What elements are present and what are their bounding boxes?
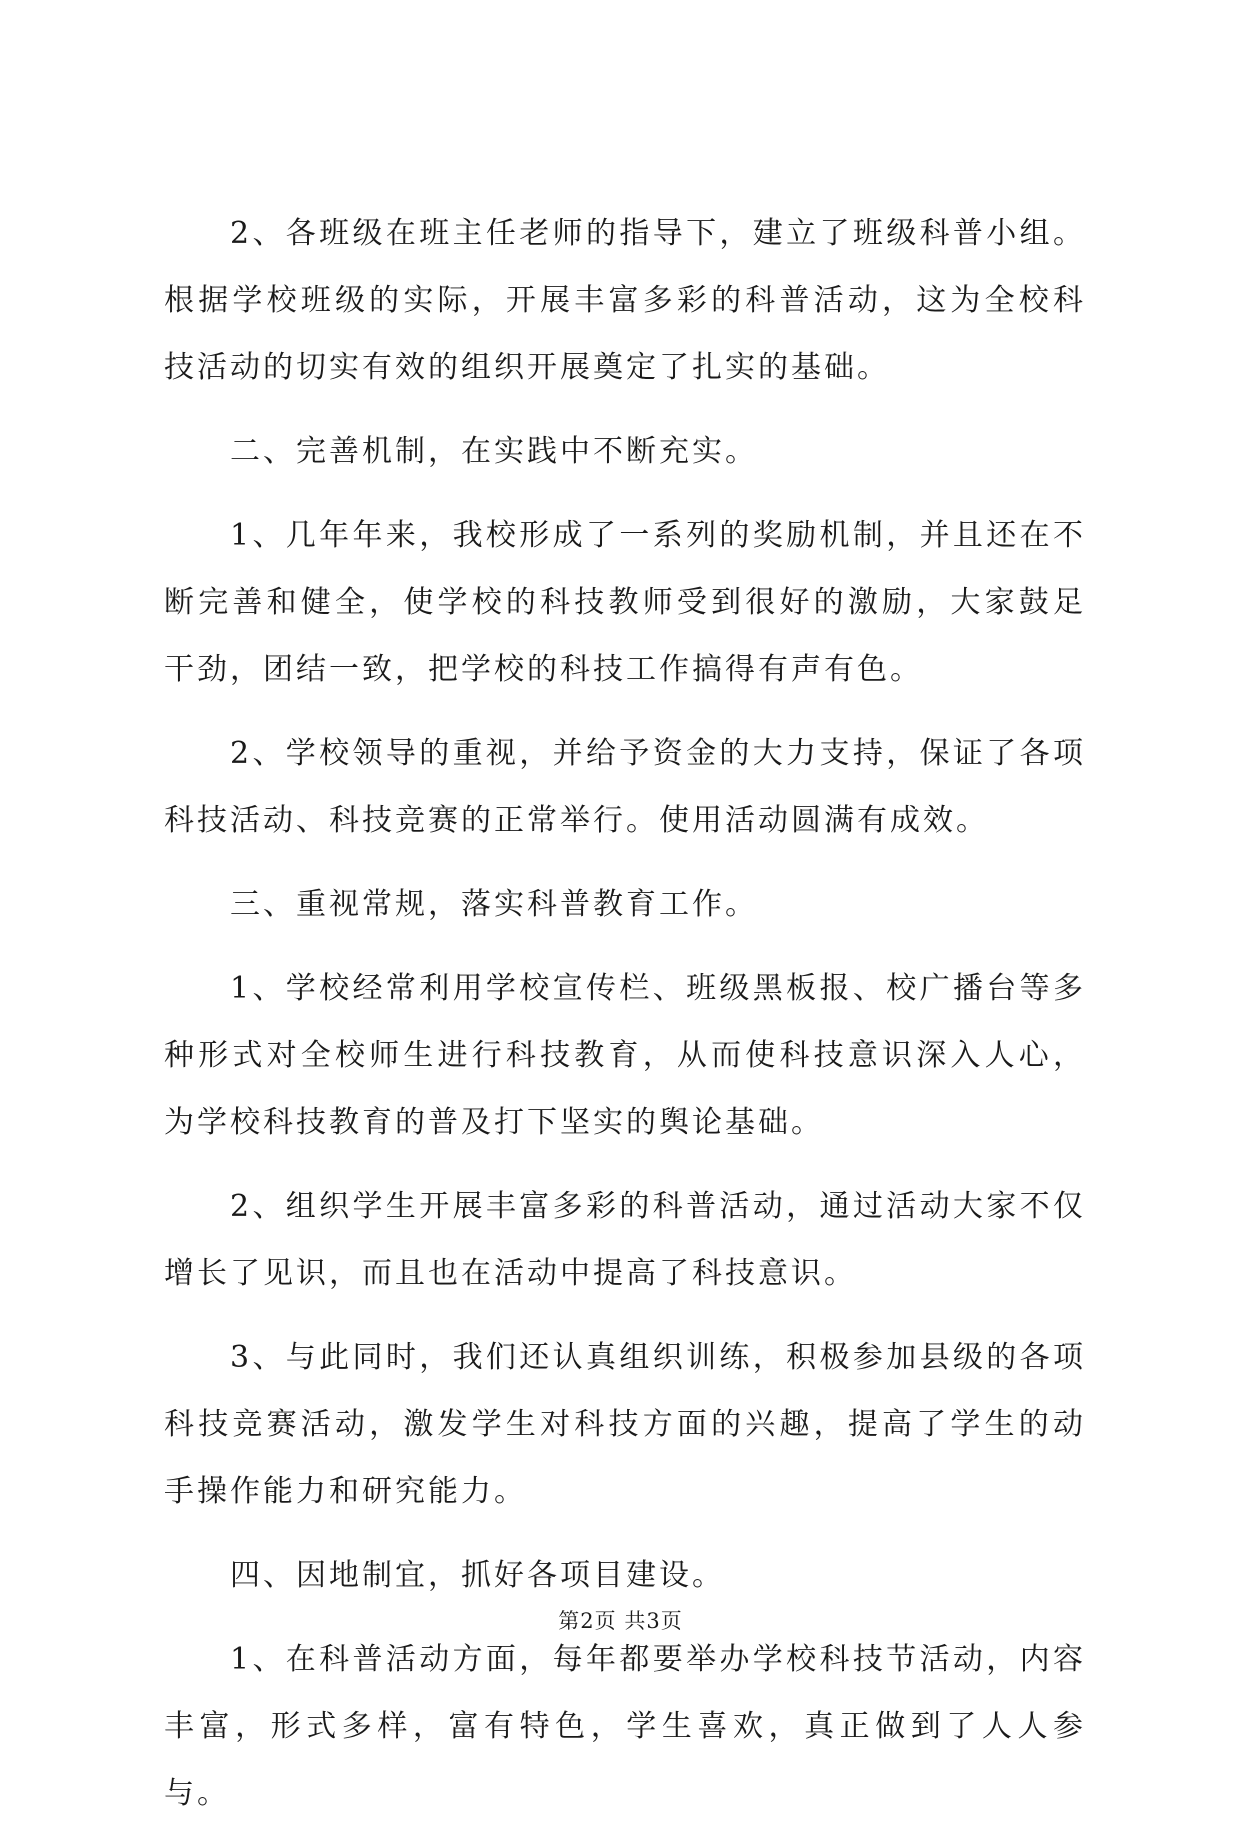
document-body [164,200,1086,1844]
section-heading: 三、重视常规，落实科普教育工作。 [230,887,758,922]
paragraph: 2、各班级在班主任老师的指导下，建立了班级科普小组。根据学校班级的实际，开展丰富多彩的科普活动，这为全校科技活动的切实有效的组织开展奠定了扎实的基础。 [164,216,1086,385]
paragraph: 1、几年年来，我校形成了一系列的奖励机制，并且还在不断完善和健全，使学校的科技教师受到很好的激励，大家鼓足干劲，团结一致，把学校的科技工作搞得有声有色。 [164,518,1086,687]
paragraph: 3、与此同时，我们还认真组织训练，积极参加县级的各项科技竞赛活动，激发学生对科技方面的兴趣，提高了学生的动手操作能力和研究能力。 [164,1340,1086,1509]
section-heading: 二、完善机制，在实践中不断充实。 [230,434,758,469]
paragraph: 1、学校经常利用学校宣传栏、班级黑板报、校广播台等多种形式对全校师生进行科技教育，从而使科技意识深入人心，为学校科技教育的普及打下坚实的舆论基础。 [164,971,1086,1140]
paragraph: 1、在科普活动方面，每年都要举办学校科技节活动，内容丰富，形式多样，富有特色，学生喜欢，真正做到了人人参与。 [164,1642,1086,1811]
paragraph: 2、组织学生开展丰富多彩的科普活动，通过活动大家不仅增长了见识，而且也在活动中提高了科技意识。 [164,1189,1086,1291]
page-footer: 第2页 共3页 [558,1609,683,1633]
section-heading: 四、因地制宜，抓好各项目建设。 [230,1558,725,1593]
paragraph: 2、学校领导的重视，并给予资金的大力支持，保证了各项科技活动、科技竞赛的正常举行。使用活动圆满有成效。 [164,736,1086,838]
